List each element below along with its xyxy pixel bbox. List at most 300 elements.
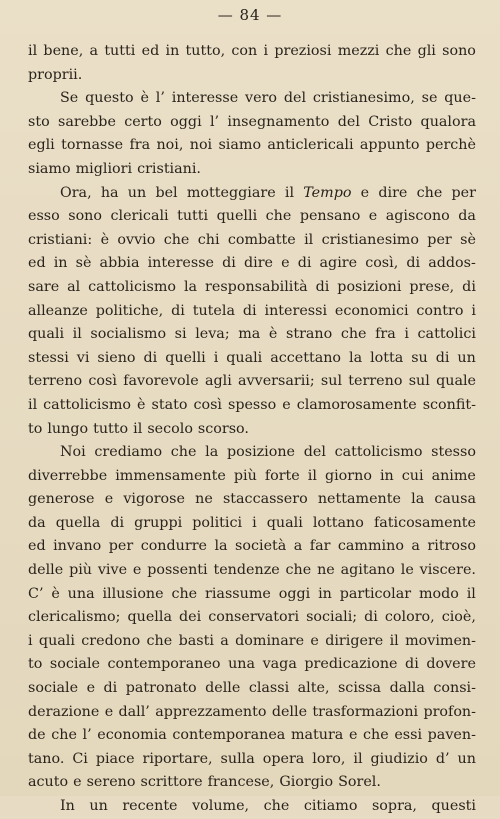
text-line xyxy=(28,465,476,489)
word: cattolicismo xyxy=(88,278,177,295)
word: patronato xyxy=(125,680,197,697)
word: quali xyxy=(226,349,263,366)
word: diverrebbe xyxy=(28,467,108,484)
word: cristiani: xyxy=(28,231,93,248)
word: proprii. xyxy=(28,66,83,83)
word: del xyxy=(283,90,307,107)
word: che xyxy=(363,727,389,744)
word: cristianesimo xyxy=(321,231,419,248)
word: esso xyxy=(28,208,60,225)
text-line xyxy=(28,111,476,135)
word: del xyxy=(303,444,326,461)
word: la xyxy=(205,444,219,461)
word: il xyxy=(353,750,363,767)
word: sul xyxy=(408,373,430,390)
word: di xyxy=(143,349,158,366)
word: cioè, xyxy=(441,609,476,626)
word: vive xyxy=(97,562,128,579)
word: secolo xyxy=(147,420,193,437)
word: ed xyxy=(141,43,160,59)
word: il xyxy=(133,420,143,437)
word: ovvio xyxy=(117,231,156,248)
word: che xyxy=(163,231,190,248)
word: l’ xyxy=(155,90,165,107)
word: i xyxy=(404,326,409,343)
word: così xyxy=(88,373,117,390)
word: interessi xyxy=(264,302,328,319)
word: posizione xyxy=(226,444,296,461)
word: il xyxy=(466,585,476,602)
word: quali xyxy=(266,514,303,531)
word: la xyxy=(214,538,228,555)
word: abbia xyxy=(99,255,140,272)
word: tutela xyxy=(192,302,235,319)
word: to xyxy=(28,656,43,673)
word: la xyxy=(411,491,425,508)
word: il xyxy=(389,632,399,649)
word: coloro, xyxy=(384,609,435,626)
word: ne xyxy=(317,562,335,579)
word: dall’ xyxy=(118,703,150,720)
word: mezzi xyxy=(337,43,380,59)
word: prese, xyxy=(409,278,455,295)
word: pensano xyxy=(299,208,361,225)
word: un xyxy=(89,798,108,814)
word: che xyxy=(385,43,412,59)
word: sereno xyxy=(86,774,136,791)
word: cristiani. xyxy=(137,160,201,177)
word: che xyxy=(146,632,173,649)
word: to xyxy=(28,420,43,437)
word: i xyxy=(213,349,219,366)
text-line xyxy=(28,771,476,795)
word: dei xyxy=(179,609,202,626)
word: economici xyxy=(334,302,409,319)
word: matura xyxy=(290,727,344,744)
text-line xyxy=(28,158,476,182)
text-line xyxy=(28,677,476,701)
text-line xyxy=(28,535,476,559)
text-line xyxy=(28,441,476,465)
word: predicazione xyxy=(304,656,398,673)
word: movimen- xyxy=(405,632,476,649)
word: conservatori xyxy=(208,609,300,626)
word: combatte xyxy=(227,231,296,248)
word: spesso xyxy=(227,396,277,413)
word: politici xyxy=(192,514,243,531)
word: alte, xyxy=(297,680,330,697)
word: al xyxy=(67,278,81,295)
word: appunto xyxy=(359,137,420,154)
word: dalla xyxy=(389,680,425,697)
text-line xyxy=(28,630,476,654)
text-line xyxy=(28,394,476,418)
word: dire xyxy=(378,184,408,201)
word: particolar xyxy=(339,585,412,602)
word: siamo xyxy=(218,137,262,154)
word: Cristo xyxy=(368,113,413,130)
word: il xyxy=(28,43,38,59)
word: ed xyxy=(28,255,46,272)
word: che xyxy=(265,208,292,225)
word: bel xyxy=(155,184,178,201)
word: in xyxy=(379,467,394,484)
word: clericali xyxy=(110,208,169,225)
word: Sorel. xyxy=(338,774,381,791)
word: che xyxy=(51,727,77,744)
word: ritroso xyxy=(427,538,476,555)
word: in xyxy=(165,43,180,59)
word: sulla xyxy=(220,750,255,767)
word: ed xyxy=(28,538,46,555)
word: l’ xyxy=(82,727,92,744)
word: di xyxy=(222,255,236,272)
word: sono xyxy=(442,43,476,59)
word: sono xyxy=(68,208,102,225)
word: che xyxy=(285,562,312,579)
word: per xyxy=(108,538,134,555)
text-line xyxy=(28,323,476,347)
word: così, xyxy=(365,255,399,272)
word: basti xyxy=(178,632,214,649)
word: Se xyxy=(60,90,79,107)
word: fra xyxy=(375,326,396,343)
word: profon- xyxy=(423,703,476,720)
text-line xyxy=(28,134,476,158)
word: a xyxy=(220,632,229,649)
word: interesse xyxy=(147,255,215,272)
word: e xyxy=(281,255,290,272)
word: invano xyxy=(53,538,102,555)
word: staccassero xyxy=(222,491,308,508)
word: stesso xyxy=(431,444,476,461)
word: contro xyxy=(416,302,464,319)
word: di xyxy=(435,349,450,366)
word: e xyxy=(86,680,96,697)
word: e xyxy=(368,208,378,225)
word: sconfit- xyxy=(422,396,476,413)
word: acuto xyxy=(28,774,69,791)
word: generose xyxy=(28,491,95,508)
word: agli xyxy=(204,373,232,390)
text-line xyxy=(28,229,476,253)
word: credono xyxy=(81,632,141,649)
word: citiamo xyxy=(303,798,358,814)
word: sare xyxy=(28,278,60,295)
word: recente xyxy=(122,798,178,814)
word: quale xyxy=(436,373,476,390)
word: posizioni xyxy=(337,278,402,295)
word: di xyxy=(462,278,476,295)
word: la xyxy=(183,278,198,295)
word: far xyxy=(309,538,331,555)
word: del xyxy=(337,113,360,130)
text-line xyxy=(28,653,476,677)
word: stessi xyxy=(28,349,69,366)
text-line xyxy=(28,748,476,772)
word: sè xyxy=(460,231,476,248)
word: il xyxy=(307,467,317,484)
word: una xyxy=(67,585,95,602)
word: da xyxy=(458,208,476,225)
word: de xyxy=(28,727,46,744)
word: quali xyxy=(38,632,75,649)
word: il xyxy=(304,231,314,248)
text-line xyxy=(28,559,476,583)
word: quali xyxy=(28,326,65,343)
word: questi xyxy=(431,798,476,814)
word: Ora, xyxy=(60,184,92,201)
word: lottano xyxy=(312,514,364,531)
word: è xyxy=(140,90,149,107)
word: di xyxy=(110,514,125,531)
text-line xyxy=(28,583,476,607)
text-line xyxy=(28,205,476,229)
text-line xyxy=(28,512,476,536)
word: scorso. xyxy=(197,420,249,437)
word: sarebbe xyxy=(58,113,116,130)
word: tutti xyxy=(104,43,136,59)
text-line xyxy=(28,795,476,819)
word: cristianesimo, xyxy=(312,90,415,107)
italic-word: Tempo xyxy=(303,184,352,201)
text-line xyxy=(28,87,476,111)
text-line xyxy=(28,488,476,512)
word: lungo xyxy=(47,420,89,437)
word: più xyxy=(69,562,92,579)
word: perchè xyxy=(425,137,476,154)
word: delle xyxy=(271,703,308,720)
text-line xyxy=(28,701,476,725)
word: paven- xyxy=(427,727,476,744)
word: contemporaneo xyxy=(107,656,221,673)
word: di xyxy=(103,680,118,697)
page-number: — 84 — xyxy=(217,6,283,24)
word: trasformazioni xyxy=(312,703,419,720)
word: a xyxy=(293,538,303,555)
word: il xyxy=(72,326,82,343)
text-line xyxy=(28,300,476,324)
word: volume, xyxy=(192,798,250,814)
word: nettamente xyxy=(317,491,401,508)
word: per xyxy=(451,184,476,201)
word: a xyxy=(89,43,99,59)
word: un xyxy=(127,184,147,201)
word: stato xyxy=(151,396,188,413)
word: viscere. xyxy=(419,562,476,579)
word: sociale xyxy=(28,680,79,697)
word: in xyxy=(318,585,332,602)
word: sto xyxy=(28,113,50,130)
word: que- xyxy=(444,90,476,107)
word: di xyxy=(242,302,257,319)
word: e xyxy=(104,491,114,508)
word: e xyxy=(104,703,114,720)
word: è xyxy=(100,231,110,248)
word: i xyxy=(263,43,269,59)
word: classi xyxy=(248,680,290,697)
word: ha xyxy=(100,184,119,201)
word: tutti xyxy=(177,208,209,225)
word: un xyxy=(457,349,476,366)
word: siamo xyxy=(28,160,71,177)
word: sociale xyxy=(49,656,100,673)
word: di xyxy=(171,302,185,319)
word: terreno xyxy=(348,373,403,390)
word: sè xyxy=(75,255,92,272)
word: noi, xyxy=(156,137,184,154)
word: dominare xyxy=(235,632,305,649)
word: tutto, xyxy=(185,43,226,59)
word: una xyxy=(228,656,256,673)
word: da xyxy=(28,514,46,531)
word: bene, xyxy=(43,43,84,59)
word: contemporanea xyxy=(172,727,286,744)
word: lotta xyxy=(370,349,404,366)
word: quella xyxy=(127,609,172,626)
word: leva; xyxy=(195,326,230,343)
word: che xyxy=(171,585,198,602)
word: vero xyxy=(245,90,277,107)
word: è xyxy=(51,585,60,602)
word: condurre xyxy=(140,538,207,555)
text-line xyxy=(28,252,476,276)
word: qualora xyxy=(420,113,476,130)
word: chi xyxy=(197,231,220,248)
word: piace xyxy=(95,750,135,767)
word: dirigere xyxy=(325,632,384,649)
word: di xyxy=(364,609,378,626)
word: noi xyxy=(189,137,213,154)
word: dovere xyxy=(426,656,476,673)
word: illusione xyxy=(102,585,164,602)
word: fra xyxy=(129,137,151,154)
word: accettano xyxy=(270,349,342,366)
body-text xyxy=(28,40,476,819)
word: politiche, xyxy=(95,302,164,319)
word: delle xyxy=(205,680,241,697)
word: In xyxy=(60,798,75,814)
word: agire xyxy=(319,255,358,272)
word: questo xyxy=(85,90,134,107)
word: ma xyxy=(238,326,261,343)
word: che xyxy=(170,444,197,461)
word: che xyxy=(340,326,367,343)
word: immensamente xyxy=(115,467,226,484)
word: anime xyxy=(431,467,476,484)
word: clamorosamente xyxy=(296,396,417,413)
word: consi- xyxy=(433,680,476,697)
word: se xyxy=(421,90,438,107)
word: Giorgio xyxy=(279,774,334,791)
word: cammino xyxy=(337,538,404,555)
word: sociali; xyxy=(306,609,358,626)
word: in xyxy=(53,255,68,272)
word: si xyxy=(174,326,187,343)
word: il xyxy=(28,396,38,413)
word: quelli xyxy=(165,349,206,366)
word: oggi xyxy=(170,113,202,130)
word: addos- xyxy=(428,255,476,272)
word: l’ xyxy=(209,113,220,130)
text-line xyxy=(28,347,476,371)
word: C’ xyxy=(28,585,44,602)
word: anticlericali xyxy=(267,137,354,154)
word: avversarii; xyxy=(238,373,315,390)
word: sieno xyxy=(97,349,136,366)
word: apprezzamento xyxy=(155,703,267,720)
word: favorevole xyxy=(123,373,199,390)
word: di xyxy=(297,255,312,272)
word: la xyxy=(349,349,363,366)
word: il xyxy=(284,184,295,201)
word: con xyxy=(231,43,258,59)
word: per xyxy=(427,231,452,248)
word: interesse xyxy=(171,90,239,107)
word: terreno xyxy=(28,373,83,390)
word: i xyxy=(252,514,257,531)
word: che xyxy=(416,184,443,201)
word: tendenze xyxy=(213,562,280,579)
word: e xyxy=(73,774,82,791)
word: faticosamente xyxy=(373,514,476,531)
word: egli xyxy=(28,137,55,154)
word: economia xyxy=(97,727,167,744)
text-line xyxy=(28,418,476,442)
text-line xyxy=(28,40,476,64)
word: riportare, xyxy=(142,750,213,767)
word: socialismo xyxy=(90,326,167,343)
word: delle xyxy=(28,562,64,579)
word: scissa xyxy=(337,680,382,697)
word: di xyxy=(405,656,419,673)
word: così xyxy=(193,396,222,413)
text-line xyxy=(28,276,476,300)
word: causa xyxy=(434,491,476,508)
word: vaga xyxy=(262,656,297,673)
word: le xyxy=(400,562,414,579)
text-line xyxy=(28,370,476,394)
word: responsabilità xyxy=(205,278,308,295)
word: giorno xyxy=(324,467,372,484)
word: d’ xyxy=(435,750,450,767)
word: possenti xyxy=(147,562,208,579)
word: cui xyxy=(401,467,424,484)
word: strano xyxy=(285,326,333,343)
word: crediamo xyxy=(94,444,163,461)
word: insegnamento xyxy=(227,113,330,130)
word: quella xyxy=(55,514,101,531)
word: e xyxy=(282,396,291,413)
word: migliori xyxy=(75,160,133,177)
word: che xyxy=(263,798,290,814)
word: preziosi xyxy=(274,43,332,59)
word: alleanze xyxy=(28,302,88,319)
word: vi xyxy=(76,349,90,366)
word: un xyxy=(457,750,476,767)
word: cattolicismo xyxy=(43,396,132,413)
word: loro, xyxy=(312,750,346,767)
word: tano. xyxy=(28,750,65,767)
word: società xyxy=(235,538,287,555)
word: motteggiare xyxy=(186,184,276,201)
text-line xyxy=(28,724,476,748)
word: e xyxy=(348,727,358,744)
word: opera xyxy=(262,750,305,767)
word: agitano xyxy=(340,562,395,579)
text-line xyxy=(28,64,476,88)
word: clericalismo; xyxy=(28,609,121,626)
